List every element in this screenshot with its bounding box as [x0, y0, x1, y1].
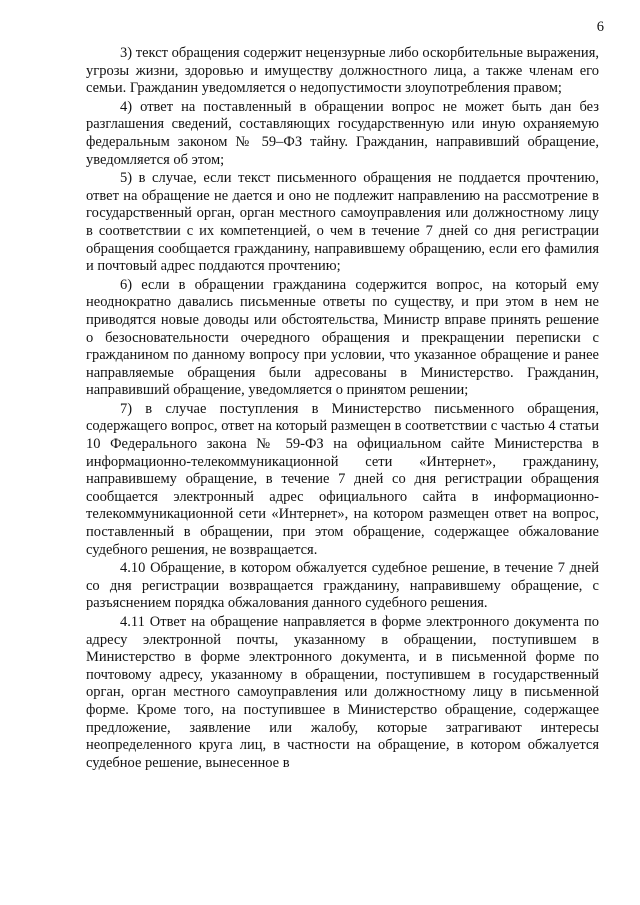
paragraph-item-7: 7) в случае поступления в Министерство письменного обращения, содержащего вопрос, ответ на который размещен в соответствии с частью 4 статьи 10 Федерального закона № 59-ФЗ на официальном сайте Министерства в информационно-телекоммуникационной сети «Интернет», гражданину, направившему обращение, в течение 7 дней со дня регистрации обращения сообщается электронный адрес официального сайта в информационно-телекоммуникационной сети «Интернет», на котором размещен ответ на вопрос, поставленный в обращении, при этом обращение, содержащее обжалование судебного решения, не возвращается.: [86, 400, 599, 558]
paragraph-section-4-10: 4.10 Обращение, в котором обжалуется судебное решение, в течение 7 дней со дня регистрации возвращается гражданину, направившему обращение, с разъяснением порядка обжалования данного судебного решения.: [86, 560, 599, 612]
paragraph-item-4: 4) ответ на поставленный в обращении вопрос не может быть дан без разглашения сведений, составляющих государственную или иную охраняемую федеральным законом № 59–ФЗ тайну. Гражданин, направивший обращение, уведомляется об этом;: [86, 98, 599, 168]
document-body: [86, 45, 599, 773]
paragraph-section-4-11: 4.11 Ответ на обращение направляется в форме электронного документа по адресу электронной почты, указанному в обращении, поступившем в Министерство в форме электронного документа, и в письменной форме по почтовому адресу, указанному в обращении, поступившем в государственный орган, орган местного самоуправления или должностному лицу в письменной форме. Кроме того, на поступившее в Министерство обращение, содержащее предложение, заявление или жалобу, которые затрагивают интересы неопределенного круга лиц, в частности на обращение, в котором обжалуется судебное решение, вынесенное в: [86, 614, 599, 771]
paragraph-item-3: 3) текст обращения содержит нецензурные либо оскорбительные выражения, угрозы жизни, здоровью и имуществу должностного лица, а также членам его семьи. Гражданин уведомляется о недопустимости злоупотребления правом;: [86, 45, 599, 97]
paragraph-item-5: 5) в случае, если текст письменного обращения не поддается прочтению, ответ на обращение не дается и оно не подлежит направлению на рассмотрение в государственный орган, орган местного самоуправления или должностному лицу в соответствии с их компетенцией, о чем в течение 7 дней со дня регистрации обращения сообщается гражданину, направившему обращению, если его фамилия и почтовый адрес поддаются прочтению;: [86, 170, 599, 275]
paragraph-item-6: 6) если в обращении гражданина содержится вопрос, на который ему неоднократно давались письменные ответы по существу, и при этом в нем не приводятся новые доводы или обстоятельства, Министр вправе принять решение о безосновательности очередного обращения и прекращении переписки с гражданином по данному вопросу при условии, что указанное обращение и ранее направляемые обращения были адресованы в Министерство. Гражданин, направивший обращение, уведомляется о принятом решении;: [86, 276, 599, 399]
page-number: 6: [596, 19, 604, 35]
